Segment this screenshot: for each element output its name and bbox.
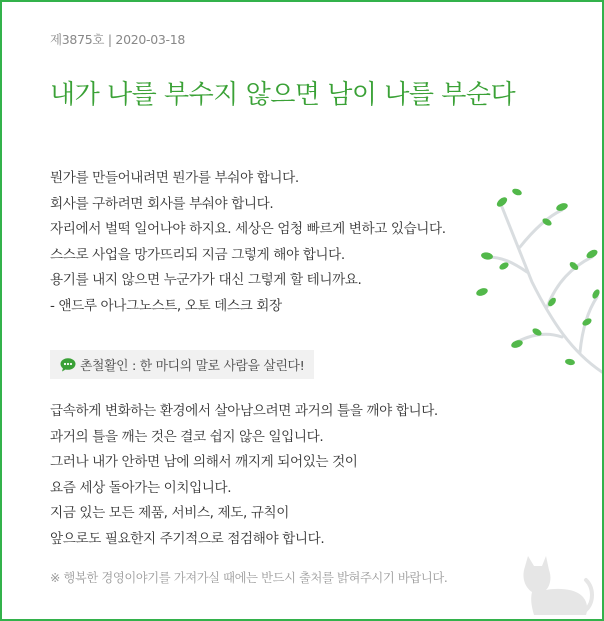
paragraph-line: 회사를 구하려면 회사를 부숴야 합니다. bbox=[50, 195, 274, 212]
body-paragraph-2 bbox=[50, 399, 438, 553]
copyright-notice: ※ 행복한 경영이야기를 가져가실 때에는 반드시 출처를 밝혀주시기 바랍니다. bbox=[50, 571, 448, 585]
cat-silhouette bbox=[516, 550, 596, 615]
paragraph-line: 급속하게 변화하는 환경에서 살아남으려면 과거의 틀을 깨야 합니다. bbox=[50, 403, 438, 419]
body-paragraph-1 bbox=[50, 166, 446, 320]
speech-bubble-icon bbox=[60, 358, 76, 372]
issue-meta: 제3875호 | 2020-03-18 bbox=[50, 32, 186, 47]
paragraph-line: 과거의 틀을 깨는 것은 결코 쉽지 않은 일입니다. bbox=[50, 428, 324, 445]
tree-branch-illustration bbox=[462, 162, 602, 392]
quote-banner bbox=[50, 350, 314, 379]
paragraph-line: 그러나 내가 안하면 남에 의해서 깨지게 되어있는 것이 bbox=[50, 454, 358, 471]
paragraph-line: 자리에서 벌떡 일어나야 하지요. 세상은 엄청 빠르게 변하고 있습니다. bbox=[50, 221, 446, 238]
paragraph-line: 요즘 세상 돌아가는 이치입니다. bbox=[50, 479, 232, 496]
paragraph-line: 용기를 내지 않으면 누군가가 대신 그렇게 할 테니까요. bbox=[50, 272, 362, 289]
paragraph-line: 스스로 사업을 망가뜨리되 지금 그렇게 해야 합니다. bbox=[50, 246, 345, 263]
paragraph-line: 앞으로도 필요한지 주기적으로 점검해야 합니다. bbox=[50, 530, 325, 547]
quote-text: 촌철활인 : 한 마디의 말로 사람을 살린다! bbox=[80, 359, 305, 374]
page-title: 내가 나를 부수지 않으면 남이 나를 부순다 bbox=[50, 80, 516, 110]
paragraph-line: 뭔가를 만들어내려면 뭔가를 부숴야 합니다. bbox=[50, 170, 299, 186]
paragraph-line: 지금 있는 모든 제품, 서비스, 제도, 규칙이 bbox=[50, 505, 289, 522]
quote-attribution: - 앤드루 아나그노스트, 오토 데스크 회장 bbox=[50, 297, 282, 314]
